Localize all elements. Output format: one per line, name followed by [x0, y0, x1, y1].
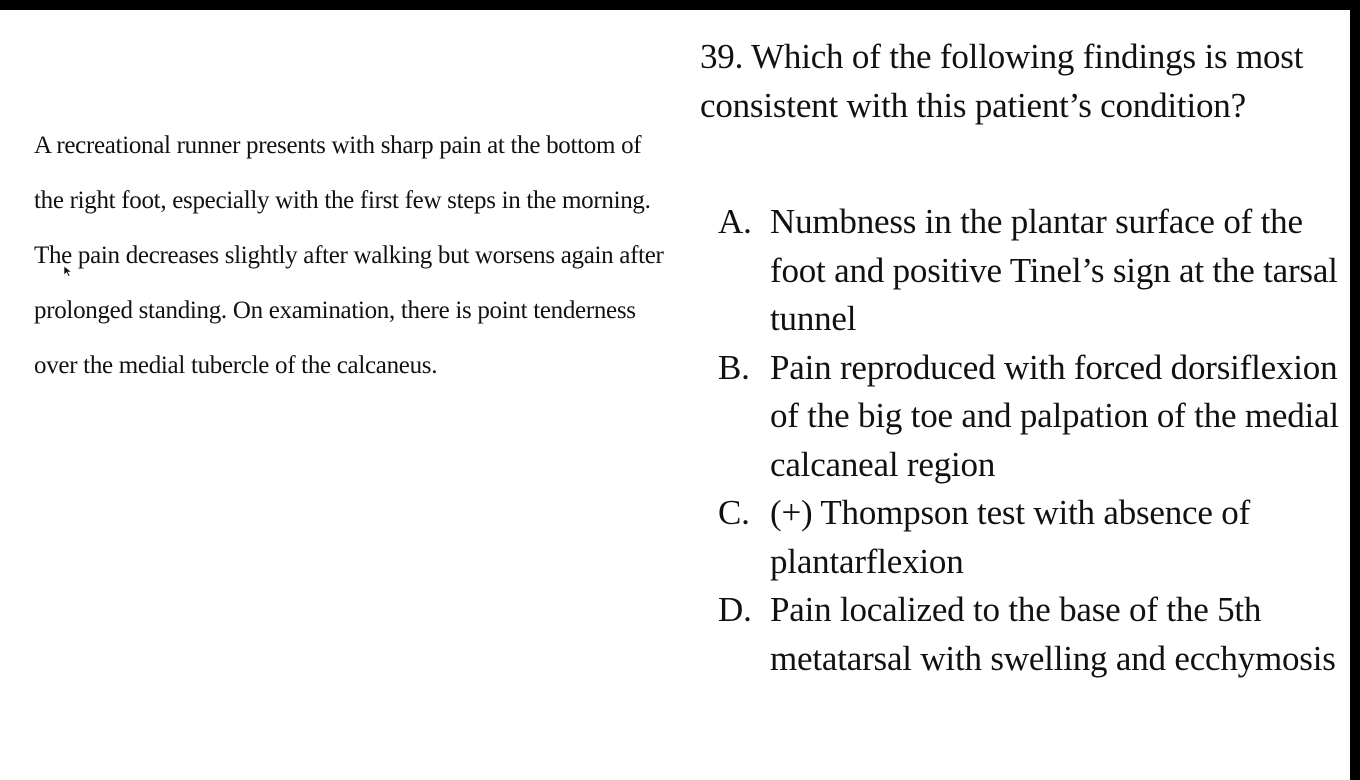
option-d: [718, 586, 1348, 683]
question-stem: 39. Which of the following findings is most consistent with this patient’s condition?: [700, 37, 1304, 125]
option-letter: C.: [718, 493, 750, 532]
window-right-border: [1350, 0, 1360, 780]
option-text: Pain reproduced with forced dorsiflexion of the big toe and palpation of the medial calcaneal region: [770, 347, 1339, 484]
slide-page: [0, 10, 1350, 780]
case-description: A recreational runner presents with sharp pain at the bottom of the right foot, especially with the first few steps in the morning. The pain decreases slightly after walking but worsens again after prolonged standing. On examination, there is point tenderness over the medial tubercle of the calcaneus.: [34, 132, 664, 379]
option-text: Numbness in the plantar surface of the foot and positive Tinel’s sign at the tarsal tunnel: [770, 202, 1338, 338]
option-letter: D.: [718, 590, 752, 629]
option-c: [718, 489, 1348, 586]
option-b: [718, 344, 1348, 490]
answer-options: [718, 198, 1348, 683]
window-top-border: [0, 0, 1360, 10]
option-text: Pain localized to the base of the 5th metatarsal with swelling and ecchymosis: [770, 590, 1336, 678]
option-letter: A.: [718, 202, 752, 241]
mouse-pointer-icon: [63, 265, 73, 277]
option-text: (+) Thompson test with absence of plantarflexion: [770, 493, 1251, 581]
option-a: [718, 198, 1348, 344]
option-letter: B.: [718, 347, 750, 387]
